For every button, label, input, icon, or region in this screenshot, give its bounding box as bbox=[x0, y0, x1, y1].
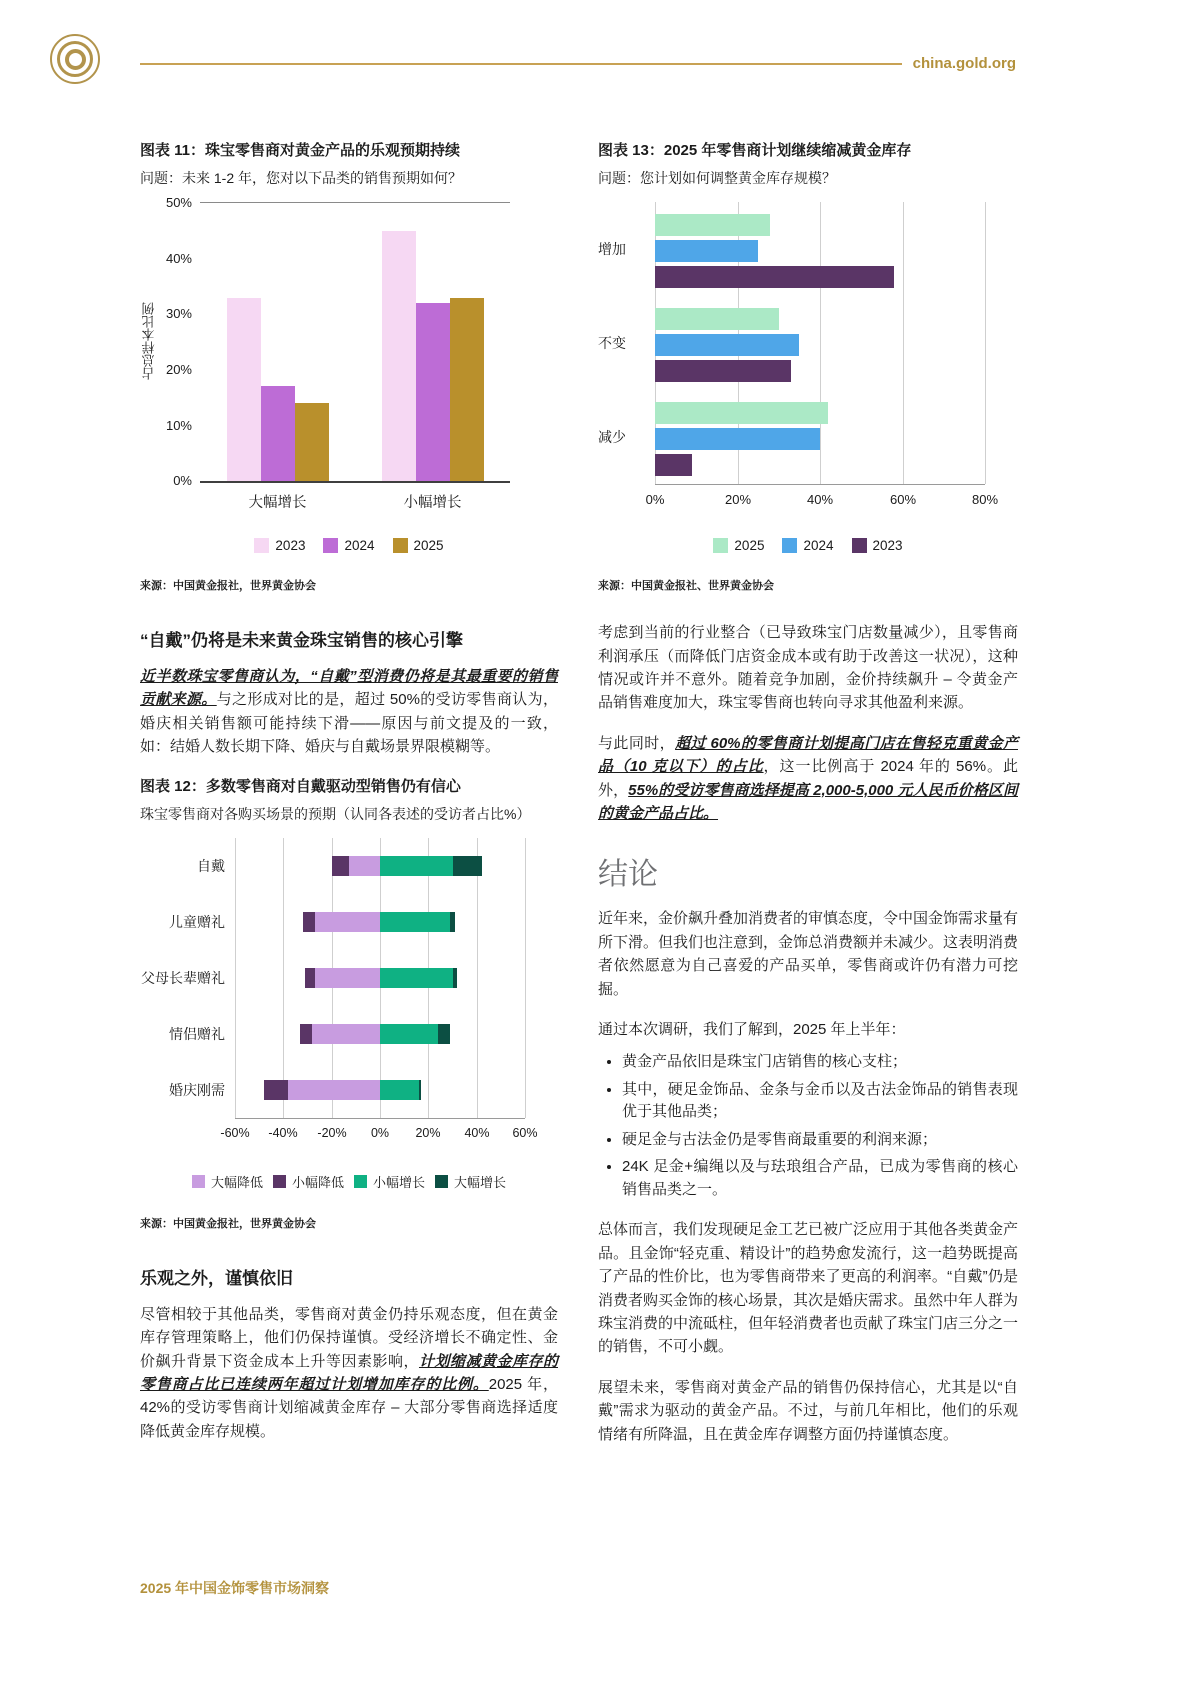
paragraph-lightweight bbox=[598, 732, 1018, 826]
legend-label: 2025 bbox=[413, 538, 444, 554]
conclusion-paragraph-4: 展望未来，零售商对黄金产品的销售仍保持信心，尤其是以“自戴”需求为驱动的黄金产品。不过，与前几年相比，他们的乐观情绪有所降温，且在黄金库存调整方面仍持谨慎态度。 bbox=[598, 1378, 1018, 1443]
x-axis-tick-label: 40% bbox=[806, 492, 834, 508]
emphasized-text: 55%的受访零售商选择提高 2,000-5,000 元人民币价格区间的黄金产品占比。 bbox=[598, 781, 1018, 823]
bar-2023 bbox=[655, 360, 791, 382]
bar-小幅增长 bbox=[380, 856, 453, 876]
x-axis-category-label: 小幅增长 bbox=[403, 495, 462, 512]
bar-小幅增长 bbox=[380, 1080, 419, 1100]
header-divider bbox=[140, 63, 902, 65]
legend-item bbox=[354, 1172, 425, 1191]
bar-大幅降低 bbox=[315, 912, 380, 932]
x-axis-tick-label: -20% bbox=[317, 1125, 347, 1140]
y-axis-tick-label: 10% bbox=[165, 417, 192, 433]
legend-swatch bbox=[782, 538, 797, 553]
y-axis-tick-label: 30% bbox=[165, 306, 192, 322]
gridline bbox=[477, 838, 478, 1118]
bar-group-大幅增长 bbox=[227, 298, 329, 481]
figure-12-category-axis bbox=[140, 838, 235, 1119]
figure-12-legend bbox=[140, 1172, 558, 1191]
paragraph-text: 与之形成对比的是，超过 50%的受访零售商认为，婚庆相关销售额可能持续下滑——原因与前文提及的一致，如：结婚人数长期下降、婚庆与自戴场景界限模糊等。 bbox=[140, 691, 558, 756]
bar-2023 bbox=[382, 231, 416, 481]
bar-2025 bbox=[655, 214, 770, 236]
bar-小幅增长 bbox=[380, 912, 450, 932]
legend-item bbox=[192, 1172, 263, 1191]
conclusion-paragraph-3: 总体而言，我们发现硬足金工艺已被广泛应用于其他各类黄金产品。且金饰“轻克重、精设计”的趋势愈发流行，这一趋势既提高了产品的性价比，也为零售商带来了更高的利润率。“自戴”仍是消费者购买金饰的核心场景，其次是婚庆需求。虽然中年人群为珠宝消费的中流砥柱，但年轻消费者也贡献了珠宝门店三分之一的销售，不可小觑。 bbox=[598, 1221, 1019, 1356]
x-axis-tick-label: 20% bbox=[415, 1125, 441, 1140]
site-link[interactable]: china.gold.org bbox=[912, 55, 1016, 72]
conclusion-paragraph-1: 近年来，金价飙升叠加消费者的审慎态度，令中国金饰需求量有所下滑。但我们也注意到，金饰总消费额并未减少。这表明消费者依然愿意为自己喜爱的产品买单，零售商或许仍有潜力可挖掘。 bbox=[598, 910, 1019, 998]
bullet-item: • 黄金产品依旧是珠宝门店销售的核心支柱； bbox=[622, 1051, 1018, 1074]
legend-label: 小幅降低 bbox=[291, 1174, 344, 1190]
legend-label: 2023 bbox=[872, 538, 903, 554]
paragraph-caution bbox=[140, 1303, 558, 1443]
legend-item bbox=[393, 538, 444, 553]
logo-middle-ring bbox=[57, 41, 93, 77]
legend-swatch bbox=[323, 538, 338, 553]
page-footer: 2025 年中国金饰零售市场洞察 bbox=[140, 1580, 330, 1596]
legend-item bbox=[782, 538, 833, 553]
category-label: 减少 bbox=[598, 429, 626, 446]
paragraph-industry: 考虑到当前的行业整合（已导致珠宝门店数量减少），且零售商利润承压（而降低门店资金成本或有助于改善这一状况），这种情况或许并不意外。随着竞争加剧，金价持续飙升 – 令黄金产品销售难度加大，珠宝零售商也转向寻求其他盈利来源。 bbox=[598, 624, 1018, 712]
x-axis-tick-label: 0% bbox=[645, 492, 665, 508]
category-label: 婚庆刚需 bbox=[169, 1081, 225, 1098]
category-label: 儿童赠礼 bbox=[169, 913, 225, 930]
figure-11-title: 图表 11：珠宝零售商对黄金产品的乐观预期持续 bbox=[140, 142, 461, 159]
legend-label: 大幅降低 bbox=[210, 1174, 263, 1190]
right-column bbox=[598, 140, 1018, 1463]
bar-小幅增长 bbox=[380, 968, 453, 988]
figure-13-x-axis bbox=[645, 492, 999, 512]
legend-swatch bbox=[435, 1175, 448, 1188]
figure-12-title: 图表 12：多数零售商对自戴驱动型销售仍有信心 bbox=[140, 777, 461, 795]
gold-rings-logo bbox=[50, 34, 100, 84]
bar-大幅降低 bbox=[315, 968, 380, 988]
page-content bbox=[140, 140, 1018, 1463]
figure-11-source: 来源：中国黄金报社，世界黄金协会 bbox=[140, 580, 316, 593]
figure-13-question: 问题：您计划如何调整黄金库存规模？ bbox=[598, 170, 836, 186]
gridline bbox=[985, 202, 986, 484]
bar-2024 bbox=[655, 334, 799, 356]
left-column bbox=[140, 140, 598, 1463]
x-axis-tick-label: -40% bbox=[268, 1125, 298, 1140]
figure-11-y-axis-label: 占总样本比例 bbox=[141, 302, 157, 381]
paragraph-text: 与此同时， bbox=[598, 734, 676, 752]
bar-2025 bbox=[655, 308, 779, 330]
legend-label: 2024 bbox=[344, 538, 375, 554]
bar-2023 bbox=[655, 266, 894, 288]
bar-大幅增长 bbox=[450, 912, 455, 932]
bullet-item: • 24K 足金+编绳以及与珐琅组合产品，已成为零售商的核心销售品类之一。 bbox=[622, 1156, 1018, 1201]
bar-小幅降低 bbox=[300, 1024, 312, 1044]
bar-group-增加 bbox=[655, 202, 985, 296]
category-label: 自戴 bbox=[197, 857, 225, 874]
legend-item bbox=[713, 538, 764, 553]
section-heading-self-wear: “自戴”仍将是未来黄金珠宝销售的核心引擎 bbox=[140, 631, 463, 651]
legend-item bbox=[323, 538, 374, 553]
bar-大幅增长 bbox=[453, 856, 482, 876]
section-heading-caution: 乐观之外，谨慎依旧 bbox=[140, 1268, 293, 1288]
bar-小幅降低 bbox=[264, 1080, 288, 1100]
figure-11-legend bbox=[140, 538, 558, 553]
gridline bbox=[235, 838, 236, 1118]
bar-2024 bbox=[655, 428, 820, 450]
x-axis-tick-label: 60% bbox=[889, 492, 917, 508]
legend-swatch bbox=[393, 538, 408, 553]
x-axis-category-label: 大幅增长 bbox=[248, 495, 307, 512]
bar-大幅降低 bbox=[288, 1080, 380, 1100]
x-axis-tick-label: -60% bbox=[220, 1125, 250, 1140]
bar-大幅增长 bbox=[438, 1024, 450, 1044]
legend-swatch bbox=[192, 1175, 205, 1188]
figure-11-plot-area bbox=[200, 202, 510, 483]
y-axis-tick-label: 0% bbox=[173, 473, 192, 489]
bar-2025 bbox=[450, 298, 484, 481]
bullet-item: • 硬足金与古法金仍是零售商最重要的利润来源； bbox=[622, 1129, 1018, 1152]
bar-2024 bbox=[416, 303, 450, 481]
legend-item bbox=[273, 1172, 344, 1191]
conclusion-heading: 结论 bbox=[598, 858, 658, 892]
bar-2023 bbox=[655, 454, 692, 476]
legend-label: 2023 bbox=[275, 538, 306, 554]
figure-12 bbox=[140, 776, 558, 1231]
figure-12-source: 来源：中国黄金报社，世界黄金协会 bbox=[140, 1217, 316, 1230]
bar-大幅增长 bbox=[419, 1080, 421, 1100]
bar-大幅降低 bbox=[312, 1024, 380, 1044]
gridline bbox=[525, 838, 526, 1118]
legend-item bbox=[254, 538, 305, 553]
emphasized-text: 超过 60%的零售商计划提高门店在售轻克重黄金产品（10 克以下）的占比 bbox=[598, 734, 1018, 776]
bar-2024 bbox=[261, 386, 295, 481]
conclusion-paragraph-2: 通过本次调研，我们了解到，2025 年上半年： bbox=[598, 1020, 906, 1038]
y-axis-tick-label: 50% bbox=[165, 195, 192, 211]
paragraph-self-wear bbox=[140, 665, 558, 759]
y-axis-tick-label: 40% bbox=[165, 250, 192, 266]
figure-11-y-axis bbox=[158, 195, 200, 489]
bar-小幅降低 bbox=[305, 968, 315, 988]
legend-label: 2024 bbox=[803, 538, 834, 554]
figure-13-chart bbox=[598, 202, 1018, 485]
logo-inner-ring bbox=[65, 49, 86, 70]
figure-11-x-axis bbox=[200, 491, 510, 512]
bar-小幅降低 bbox=[332, 856, 349, 876]
paragraph-text: ，这一比例高于 2024 年的 56%。此外， bbox=[598, 758, 1018, 799]
bar-大幅增长 bbox=[453, 968, 458, 988]
figure-12-subtitle: 珠宝零售商对各购买场景的预期（认同各表述的受访者占比%） bbox=[140, 805, 531, 822]
legend-swatch bbox=[254, 538, 269, 553]
x-axis-tick-label: 40% bbox=[464, 1125, 490, 1140]
legend-label: 大幅增长 bbox=[454, 1174, 507, 1190]
legend-swatch bbox=[273, 1175, 286, 1188]
bar-2023 bbox=[227, 298, 261, 481]
category-label: 父母长辈赠礼 bbox=[141, 969, 225, 986]
figure-13-title: 图表 13：2025 年零售商计划继续缩减黄金库存 bbox=[598, 142, 912, 159]
paragraph-text: 尽管相较于其他品类，零售商对黄金仍持乐观态度，但在黄金库存管理策略上，他们仍保持谨慎。受经济增长不确定性、金价飙升背景下资金成本上升等因素影响， bbox=[140, 1305, 558, 1370]
figure-12-plot-area bbox=[235, 838, 525, 1119]
bar-大幅降低 bbox=[349, 856, 380, 876]
x-axis-tick-label: 80% bbox=[971, 492, 999, 508]
category-label: 不变 bbox=[598, 335, 626, 352]
figure-12-chart bbox=[140, 838, 558, 1119]
paragraph-text: 2025 年，42%的受访零售商计划缩减黄金库存 – 大部分零售商选择适度降低黄金库存规模。 bbox=[140, 1375, 558, 1440]
figure-11-chart bbox=[140, 195, 558, 489]
legend-swatch bbox=[852, 538, 867, 553]
emphasized-text: 近半数珠宝零售商认为，“自戴”型消费仍将是其最重要的销售贡献来源。 bbox=[140, 668, 558, 709]
bullet-item: • 其中，硬足金饰品、金条与金币以及古法金饰品的销售表现优于其他品类； bbox=[622, 1079, 1018, 1124]
category-label: 增加 bbox=[598, 241, 626, 258]
figure-12-x-axis bbox=[220, 1125, 538, 1146]
bar-小幅降低 bbox=[303, 912, 315, 932]
legend-item bbox=[435, 1172, 506, 1191]
figure-13-legend bbox=[598, 538, 1018, 553]
category-label: 情侣赠礼 bbox=[169, 1025, 225, 1042]
bar-2024 bbox=[655, 240, 758, 262]
y-axis-tick-label: 20% bbox=[165, 362, 192, 378]
figure-11-question: 问题：未来 1-2 年，您对以下品类的销售预期如何？ bbox=[140, 170, 463, 186]
figure-13-category-axis bbox=[598, 202, 655, 485]
bar-group-减少 bbox=[655, 390, 985, 484]
bar-group-小幅增长 bbox=[382, 231, 484, 481]
figure-13 bbox=[598, 140, 1018, 593]
figure-13-plot-area bbox=[655, 202, 985, 485]
gridline bbox=[283, 838, 284, 1118]
figure-13-source: 来源：中国黄金报社、世界黄金协会 bbox=[598, 580, 774, 593]
legend-item bbox=[852, 538, 903, 553]
bar-2025 bbox=[295, 403, 329, 481]
x-axis-tick-label: 60% bbox=[512, 1125, 538, 1140]
x-axis-tick-label: 0% bbox=[370, 1125, 390, 1140]
conclusion-bullet-list bbox=[598, 1051, 1018, 1201]
legend-label: 2025 bbox=[734, 538, 765, 554]
legend-label: 小幅增长 bbox=[373, 1174, 426, 1190]
legend-swatch bbox=[354, 1175, 367, 1188]
bar-2025 bbox=[655, 402, 828, 424]
legend-swatch bbox=[713, 538, 728, 553]
emphasized-text: 计划缩减黄金库存的零售商占比已连续两年超过计划增加库存的比例。 bbox=[140, 1352, 558, 1393]
bar-group-不变 bbox=[655, 296, 985, 390]
bar-小幅增长 bbox=[380, 1024, 438, 1044]
x-axis-tick-label: 20% bbox=[724, 492, 752, 508]
figure-11 bbox=[140, 140, 558, 593]
